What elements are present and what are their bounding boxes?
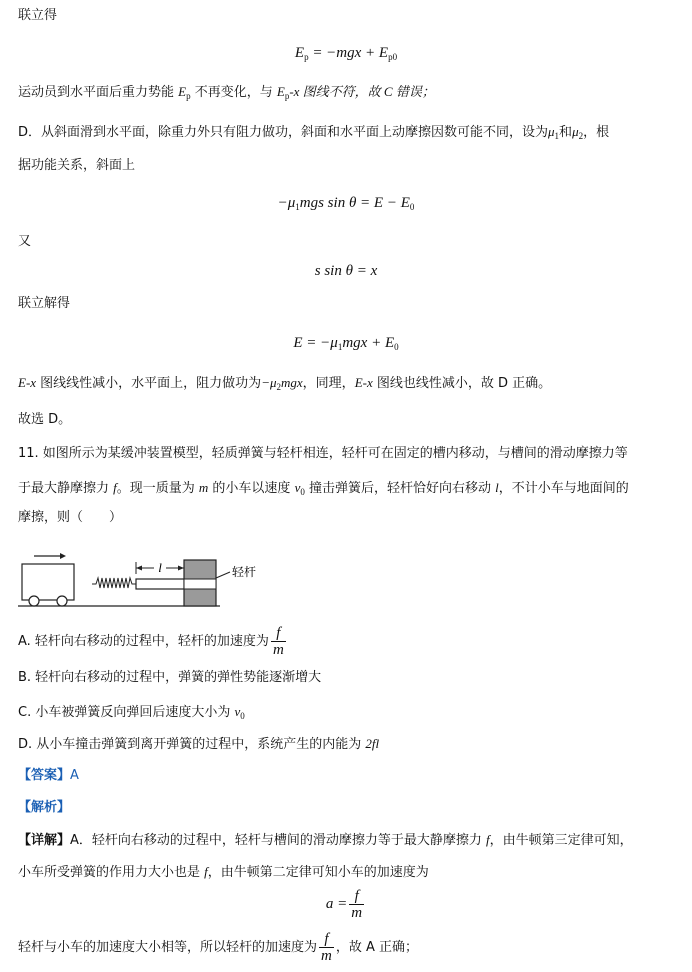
math-symbol: 2fl [365,736,380,751]
text-span: ，由牛顿第二定律可知小车的加速度为 [207,865,429,880]
detail-line2 [18,862,429,883]
fraction-numerator: f [271,625,286,642]
text-span: 运动员到水平面后重力势能 [18,85,179,100]
eq-body: = −mgx + [308,45,379,61]
analysis-label [18,798,70,818]
fraction-denominator: m [272,642,284,658]
text-span: ，不计小车与地面间的 [498,481,629,496]
math-symbol: −μ [261,375,277,390]
text-span: 图线也线性减小，故 D 正确。 [372,376,552,391]
rod-label: 轻杆 [232,565,257,579]
text-span: ，同理， [302,376,355,391]
detail-line3 [18,930,418,966]
text-span: ，故 A 正确； [335,940,419,955]
fraction [271,625,286,658]
eq-symbol: E [294,45,305,61]
text-choose-d: 故选 D。 [18,412,72,427]
math-symbol: E-x [354,375,373,390]
math-symbol: f [486,832,490,847]
detail-line1 [18,830,633,851]
text-span: 小车所受弹簧的作用力大小也是 [18,865,205,880]
math-symbol: E-x [18,375,37,390]
eq-body: −μ [277,195,296,211]
math-symbol: E [178,84,187,99]
cart-body [22,564,74,600]
option-b: B. 轻杆向右移动的过程中，弹簧的弹性势能逐渐增大 [18,670,322,685]
text-span: 和 [559,125,573,140]
text-lianli-jiede: 联立解得 [18,296,71,311]
option-text: A. 轻杆向右移动的过程中，轻杆的加速度为 [18,634,269,649]
eq-body: E = −μ [293,335,338,351]
detail-label: 【详解】 [18,833,71,848]
text-span: D．从斜面滑到水平面，除重力外只有阻力做功，斜面和水平面上动摩擦因数可能不同，设为 [18,125,549,140]
slot-channel [184,579,216,589]
text-span: 于最大静摩擦力 [18,481,114,496]
paragraph-d-line2: 据功能关系，斜面上 [18,158,136,173]
text-span: 撞击弹簧后，轻杆恰好向右移动 [304,481,496,496]
fraction [319,931,334,964]
math-symbol: f [204,864,208,879]
math-symbol: m [198,480,209,495]
math-symbol: E [276,84,285,99]
cart-wheel-right [57,596,67,606]
equation-slope [0,192,692,214]
text-lianli-de: 联立得 [18,8,58,23]
eq-sub: p0 [388,52,398,62]
rod-label-leader [216,572,230,578]
fraction-numerator: f [349,888,364,905]
option-a [18,624,288,660]
math-sub: p [186,91,191,101]
paragraph-c-wrong [18,82,435,103]
math-sub: 1 [554,131,560,141]
answer-label: 【答案】 [18,768,71,783]
math-sub: 0 [240,711,245,721]
math-symbol: μ [572,124,579,139]
text-span: ，由牛顿第三定律可知， [489,833,633,848]
text-you: 又 [18,234,32,249]
question-11-line1: 11. 如图所示为某缓冲装置模型，轻质弹簧与轻杆相连，轻杆可在固定的槽内移动，与槽间的滑动摩擦力等 [18,446,628,461]
paragraph-d-conclusion [18,373,551,394]
equation-ep [0,42,692,64]
text-span: -x 图线不符，故 C 错误； [289,84,435,99]
fraction [349,888,364,921]
option-text: C. 小车被弹簧反向弹回后速度大小为 [18,705,235,720]
fraction-denominator: m [321,948,332,964]
eq-body: mgs sin θ = E − E [299,195,410,211]
answer-line [18,766,79,786]
text-span: 。现一质量为 [116,481,199,496]
math-sub: 0 [300,487,305,497]
text-span: 图线线性减小，水平面上，阻力做功为 [36,376,262,391]
cart-wheel-left [29,596,39,606]
math-symbol: μ [548,124,555,139]
math-sub: 2 [276,382,281,392]
math-sub: p [284,91,290,101]
length-label: l [158,560,162,575]
fraction-numerator: f [319,931,334,948]
text-span: 不再变化，与 [190,85,277,100]
eq-sub: p [304,52,309,62]
eq-body: mgx + E [342,335,395,351]
text-span: 的小车以速度 [208,481,295,496]
math-symbol: mgx [281,375,303,390]
equation-ssin: s sin θ = x [314,263,378,279]
buffer-device-figure [14,548,284,610]
option-text: D. 从小车撞击弹簧到离开弹簧的过程中，系统产生的内能为 [18,737,366,752]
eq-sub: 1 [295,202,300,212]
eq-sub: 1 [337,342,343,352]
math-symbol: v [294,480,301,495]
text-span: 轻杆与小车的加速度大小相等，所以轻杆的加速度为 [18,940,318,955]
velocity-arrow-head [60,553,66,559]
math-symbol: f [113,480,117,495]
text-span: ，根 [583,125,610,140]
math-symbol: v [234,704,241,719]
option-c [18,702,245,723]
fraction-denominator: m [351,905,363,921]
question-11-line2 [18,478,629,499]
option-d [18,734,379,755]
eq-sub: 0 [409,202,415,212]
math-sub: 2 [578,131,584,141]
answer-value: A [70,768,79,783]
paragraph-d-line1 [18,122,609,143]
analysis-label-text: 【解析】 [18,800,71,815]
text-span: A．轻杆向右移动的过程中，轻杆与槽间的滑动摩擦力等于最大静摩擦力 [70,833,487,848]
question-11-line3: 摩擦，则（ ） [18,510,123,525]
equation-e [0,332,692,354]
eq-symbol: E [378,45,389,61]
eq-lhs: a = [325,895,348,912]
equation-a [0,888,692,921]
math-symbol: l [495,480,499,495]
spring [92,578,136,588]
eq-sub: 0 [394,342,399,352]
